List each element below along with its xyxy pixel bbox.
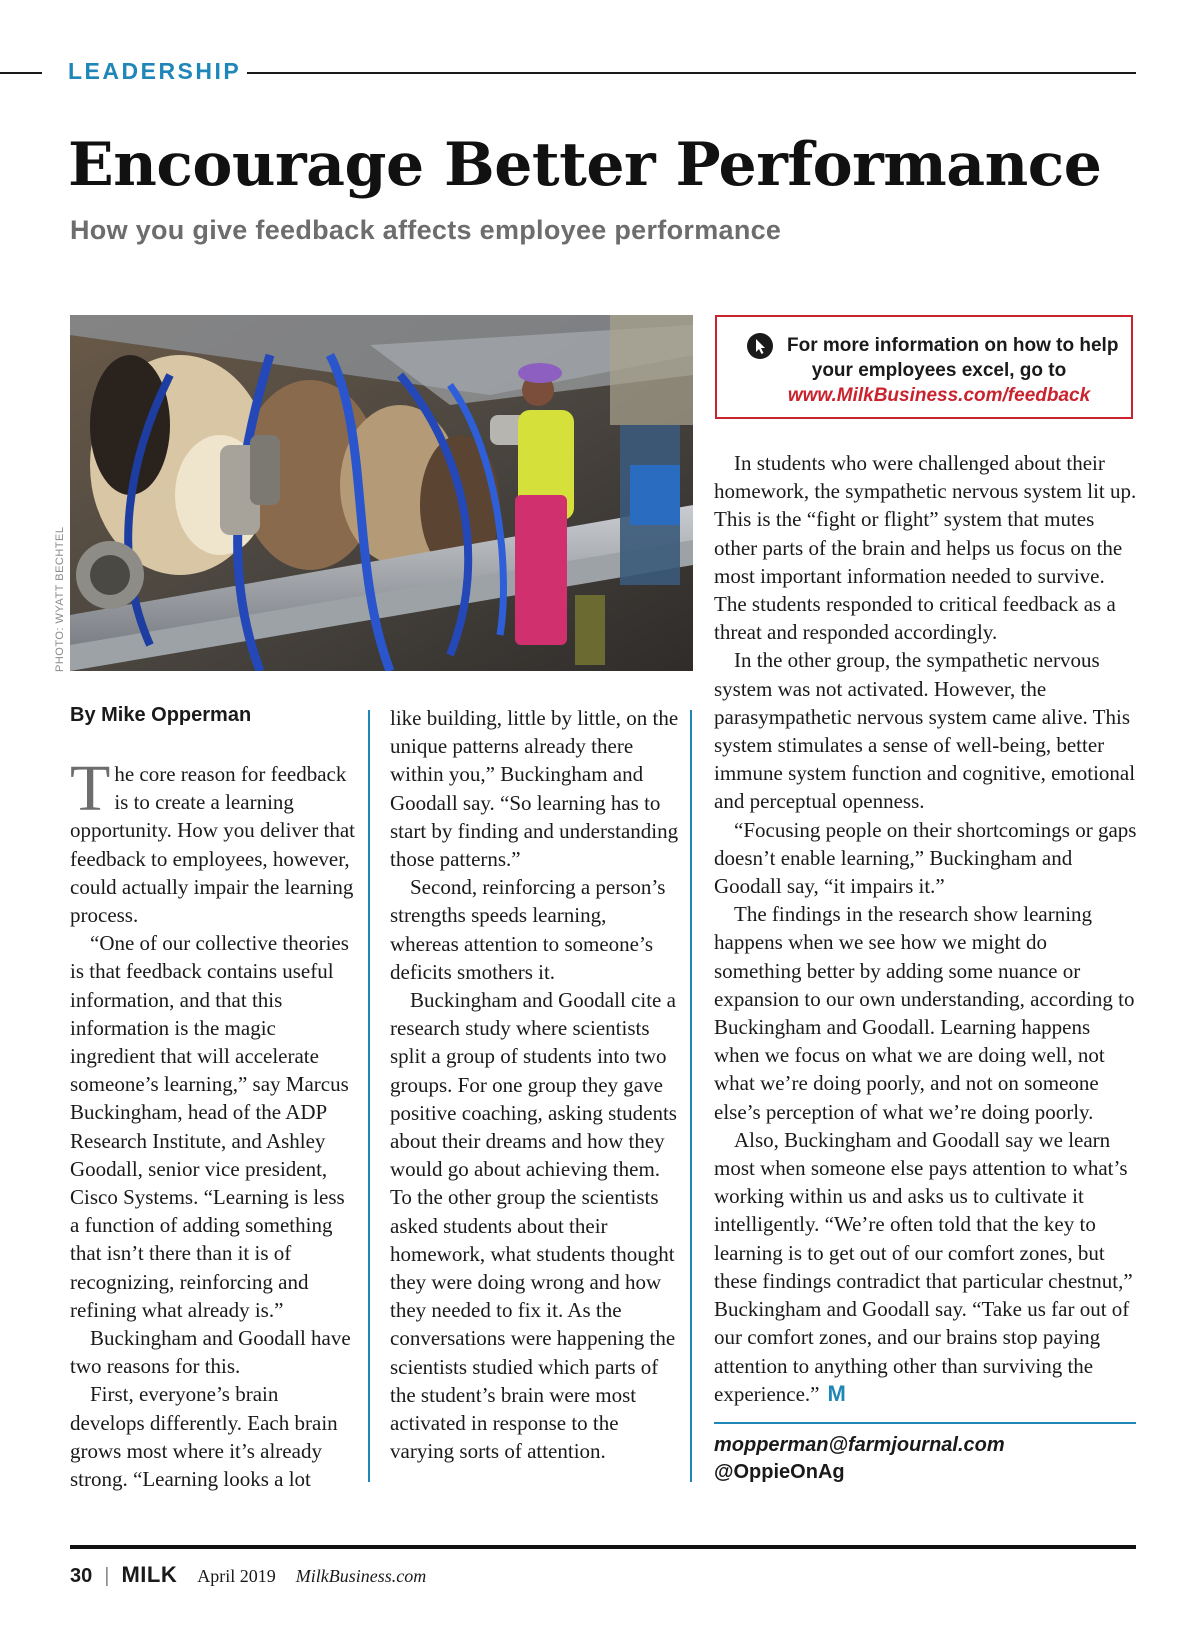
- magazine-logo: MILK: [121, 1562, 178, 1587]
- drop-cap: T: [70, 752, 111, 825]
- paragraph: The findings in the research show learning happens when we see how we might do something better by adding some nuance or expansion to our own understanding, according to Buckingham and Goodall. Learning happens when we focus on what we are doing well, not what we’re doing poorly, and not on someone else’s perception of what we’re doing poorly.: [714, 902, 1135, 1124]
- info-callout-line2: your employees excel, go to: [811, 360, 1067, 381]
- paragraph: Also, Buckingham and Goodall say we learn most when someone else pays attention to what’s working within us and asks us to cultivate it intelligently. “We’re often told that the key to learning is to get out of our comfort zones, but these findings contradict that particular chestnut,” Buckingham and Goodall say. “Take us far out of our comfort zones, and our brains stop paying attention to anything other than surviving the experience.” M: [714, 1127, 1133, 1406]
- column-divider: [368, 710, 370, 1482]
- author-social-handle[interactable]: @OppieOnAg: [714, 1461, 845, 1483]
- paragraph: The core reason for feedback is to create a learning opportunity. How you deliver that feedback to employees, however, could actually impair the learning process.: [70, 752, 356, 928]
- photo-credit: PHOTO: WYATT BECHTEL: [54, 526, 66, 672]
- paragraph: Second, reinforcing a person’s strengths speeds learning, whereas attention to someone’s deficits smothers it.: [390, 875, 666, 984]
- website-link[interactable]: MilkBusiness.com: [295, 1566, 427, 1586]
- milking-parlor-photo: [70, 315, 693, 671]
- header-rule-right: [247, 72, 1136, 74]
- contact-rule: [714, 1422, 1136, 1424]
- article-column-3: [714, 449, 1138, 1408]
- header-rule-left: [0, 72, 42, 74]
- info-callout-box[interactable]: [715, 315, 1133, 419]
- paragraph: “One of our collective theories is that feedback contains useful information, and that this information is the magic ingredient that will accelerate someone’s learning,” say Marcus Buckingham, head of the ADP Research Institute, and Ashley Goodall, senior vice president, Cisco Systems. “Learning is less a function of adding something that isn’t there than it is of recognizing, reinforcing and refining what already is.”: [70, 931, 349, 1322]
- paragraph: In the other group, the sympathetic nervous system was not activated. However, the parasympathetic nervous system came alive. This system stimulates a sense of well-being, better immune system function and cognitive, emotional and perceptual openness.: [714, 648, 1136, 814]
- section-label: LEADERSHIP: [68, 58, 242, 84]
- author-byline: By Mike Opperman: [70, 704, 252, 726]
- article-column-2: [390, 704, 680, 1465]
- footer-rule: [70, 1545, 1136, 1549]
- page-number: 30: [70, 1565, 93, 1587]
- author-email-link[interactable]: mopperman@farmjournal.com: [714, 1434, 1005, 1456]
- article-column-1: [70, 752, 356, 1493]
- issue-date: April 2019: [197, 1566, 276, 1586]
- paragraph: “Focusing people on their shortcomings or gaps doesn’t enable learning,” Buckingham and Goodall say, “it impairs it.”: [714, 817, 1137, 899]
- paragraph: Buckingham and Goodall cite a research study where scientists split a group of students into two groups. For one group they gave positive coaching, asking students about their dreams and how they would go about achieving them. To the other group the scientists asked students about their homework, what students thought they were doing wrong and how they needed to fix it. As the conversations were happening the scientists studied which parts of the student’s brain were most activated in response to the varying sorts of attention.: [390, 988, 677, 1464]
- feedback-link[interactable]: www.MilkBusiness.com/feedback: [787, 385, 1091, 406]
- paragraph: Buckingham and Goodall have two reasons for this.: [70, 1326, 351, 1379]
- paragraph: First, everyone’s brain develops differently. Each brain grows most where it’s already strong. “Learning looks a lot: [70, 1382, 338, 1492]
- paragraph: like building, little by little, on the unique patterns already there within you,” Buckingham and Goodall say. “So learning has to start by finding and understanding those patterns.”: [390, 706, 679, 872]
- paragraph: In students who were challenged about their homework, the sympathetic nervous system lit up. This is the “fight or flight” system that mutes other parts of the brain and helps us focus on the most important information needed to survive. The students responded to critical feedback as a threat and responded accordingly.: [714, 451, 1137, 645]
- footer-separator: |: [104, 1565, 110, 1587]
- column-divider: [690, 710, 692, 1482]
- cursor-click-icon: [746, 332, 774, 360]
- page-footer: [70, 1562, 426, 1590]
- end-mark: M: [827, 1380, 846, 1406]
- info-callout-line1: For more information on how to help: [787, 335, 1119, 356]
- article-headline: Encourage Better Performance: [68, 130, 1102, 200]
- article-subhead: How you give feedback affects employee performance: [70, 215, 782, 245]
